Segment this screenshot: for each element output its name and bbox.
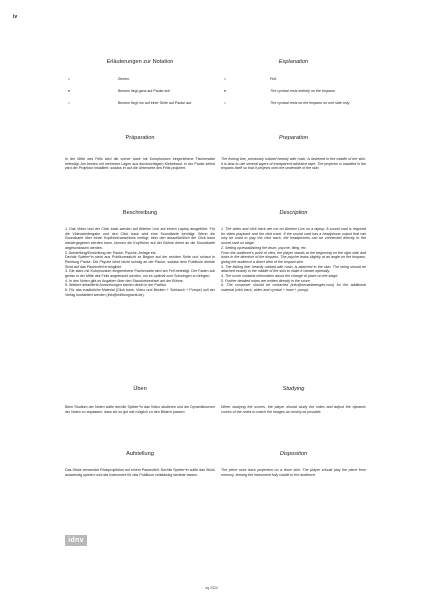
- notation-desc-de-0: Ziehen.: [118, 77, 130, 81]
- description-para-de: 2. Aufstellung/Einrichtung der Pauke, Psyche, Anlage etc.: [65, 250, 157, 255]
- description-body-en: [221, 227, 366, 293]
- practice-heading-en: Studying: [282, 386, 305, 392]
- description-heading-en: Description: [279, 210, 308, 216]
- setup-en: [221, 451, 366, 477]
- description-en: [221, 210, 366, 293]
- pull-symbol-en: =: [223, 77, 227, 81]
- setup-heading-en: Disposition: [279, 451, 308, 457]
- preparation-heading-en: Preparation: [279, 135, 308, 141]
- description-para-en: 5. Further detailed notes are written directly in the score.: [221, 278, 311, 283]
- page-number: iv: [13, 14, 18, 20]
- publisher-logo: idnv: [65, 535, 87, 546]
- footer-text: eg 2024: [205, 586, 218, 590]
- setup-de: [65, 451, 215, 477]
- description-para-en: 4. The score contains information about the change of place on the stage.: [221, 274, 339, 279]
- practice-text-de: Beim Studium der Noten sollte der/die Spieler*in das Video studieren und die Dynamikkurven der Noten so anpassen, dass sie so gut wie möglich zu den Bildern passen.: [65, 405, 215, 414]
- description-para-en: From the audience's point of view, the player stands at the beginning on the right side and looks in the direction of the timpano. The psyche leans slightly at an angle on the timpano, giving the audience a direct view of the timpani skin.: [221, 250, 366, 264]
- description-para-de: 5. Weitere detaillierte Anmerkungen stehen direkt in der Partitur.: [65, 283, 167, 288]
- setup-text-en: The piece uses back projection on a drum skin. The player should play the piece from memory, leaving the instrument fully visible to the audience.: [221, 468, 366, 477]
- description-para-de: Der/die Spieler*in steht aus Publikumssicht zu Beginn auf der rechten Seite und schaut in Richtung Pauke. Die Psyche lehnt leicht schräg an der Pauke, sodass dem Publikum direkte Sicht auf das Paukenfell ermöglicht.: [65, 255, 215, 269]
- half-circle-icon-en: ○: [223, 101, 227, 105]
- filled-circle-icon-en: ●: [223, 89, 227, 93]
- preparation-en: [221, 135, 366, 171]
- setup-heading-de: Aufstellung: [126, 451, 154, 457]
- notation-heading-en: Explanation: [278, 59, 309, 65]
- filled-circle-icon: ●: [67, 89, 71, 93]
- notation-heading-de-wrap: [65, 59, 215, 65]
- description-para-en: 1. The video and click track are run on Ableton Live on a laptop. A sound card is required for video playback and the click track. If the sound card has a headphone output that can only be used to play the click track, the headphones can be connected directly to the sound card on stage.: [221, 227, 366, 246]
- description-para-en: 3. The fishing line, heavily rubbed with rosin, is attached to the skin. The string should be attached exactly in the middle of the skin to make it vibrate optimally.: [221, 264, 366, 274]
- description-para-en: 6. The composer should be contacted (info@nevaeltwengen.com) for the additional material (click track, video and cymbal + hose + pump).: [221, 283, 366, 293]
- notation-desc-de-2: Becken liegt nur auf einer Seite auf Pauke auf.: [118, 101, 193, 105]
- preparation-de: [65, 135, 215, 171]
- practice-de: [65, 386, 215, 414]
- preparation-text-de: In der Mitte des Fells wird die vorher stark mit Kolophonium eingeriebene Fischersaite befestigt. Am besten mit mehreren Lagen aus durchsichtigem Klebeband. In der Pauke selbst wird der Projektor installiert, sodass er auf die Unterseite des Fells projiziert.: [65, 157, 215, 171]
- description-para-de: 4. In den Noten gibt es Angaben über den Standortwechsel auf der Bühne.: [65, 278, 184, 283]
- description-para-en: 2. Setting up/establishing the drum, psyche, filing, etc.: [221, 245, 307, 250]
- notation-desc-en-0: Pull.: [270, 77, 277, 81]
- preparation-heading-de: Präparation: [125, 135, 155, 141]
- notation-desc-de-1: Becken liegt ganz auf Pauke auf.: [118, 89, 171, 93]
- description-para-de: 1. Das Video und der Click track werden auf Ableton Live auf einem Laptop ausgeführt. Für die Videowiedergabe und den Click track wird eine Soundkarte benötigt. Wenn die Soundkarte über einen Kopfhöreranschluss verfügt, über den ausschließlich der Click track wiedergegeben werden kann, können die Kopfhörer auf der Bühne direkt an die Soundkarte angeschlossen werden.: [65, 227, 215, 250]
- practice-en: [221, 386, 366, 414]
- description-heading-de: Beschreibung: [122, 210, 158, 216]
- setup-text-de: Das Stück verwendet Rückprojektion auf einem Paukenfell. Der/die Spieler*in sollte das Stück auswendig spielen und das Instrument für das Publikum vollständig sichtbar lassen.: [65, 468, 215, 477]
- practice-text-en: When studying the scores, the player should study the video and adjust the dynamic curves of the notes to match the images as closely as possible.: [221, 405, 366, 414]
- pull-symbol: =: [67, 77, 71, 81]
- description-de: [65, 210, 215, 298]
- practice-heading-de: Üben: [133, 386, 147, 392]
- notation-heading-de: Erläuterungen zur Notation: [106, 59, 174, 65]
- notation-desc-en-1: The cymbal rests entirely on the timpano.: [270, 89, 336, 93]
- description-body-de: [65, 227, 215, 298]
- preparation-text-en: The fishing line, previously rubbed heavily with rosin, is fastened in the middle of the skin. It is best to use several layers of transparent adhesive tape. The projector is installed in the timpano itself so that it projects onto the underside of the skin.: [221, 157, 366, 171]
- half-circle-icon: ○: [67, 101, 71, 105]
- notation-desc-en-2: The cymbal rests on the timpano on one side only.: [270, 101, 351, 105]
- notation-heading-en-wrap: [221, 59, 366, 65]
- description-para-de: 3. Die stark mit Kolophonium eingeriebene Fischersaite wird am Fell befestigt. Der Faden soll genau in der Mitte des Fells angebracht werden, um es optimal zum Schwingen zu bringen.: [65, 269, 215, 279]
- description-para-de: 6. Für das zusätzliche Material (Click track, Video und Becken + Schlauch + Pumpe) soll der Verlag kontaktiert werden (info@editiongravis.de).: [65, 288, 215, 297]
